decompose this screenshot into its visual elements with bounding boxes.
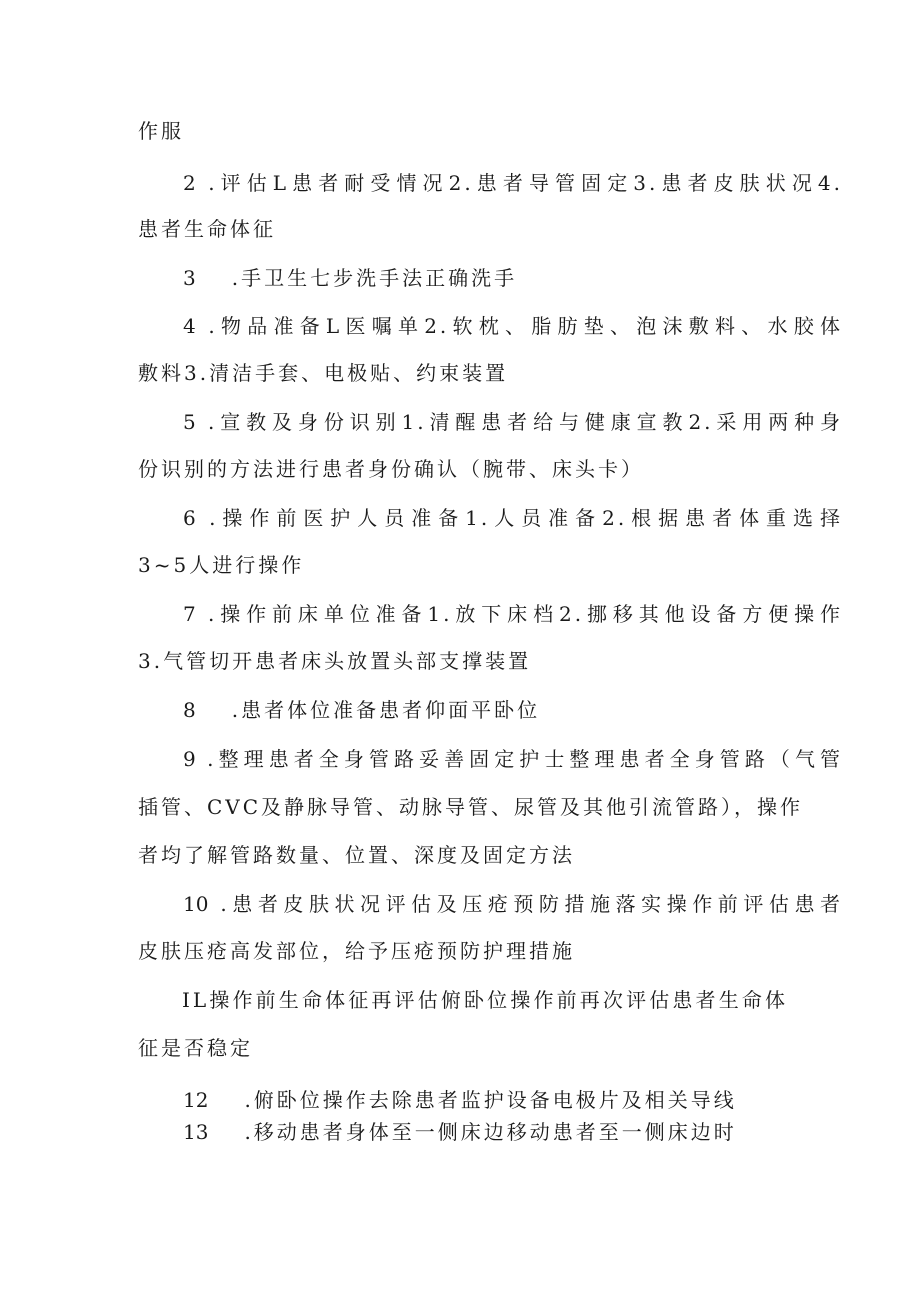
list-item-4: 4 .物品准备L医嘱单2.软枕、脂肪垫、泡沫敷料、水胶体 [183, 314, 843, 338]
text-line: 份识别的方法进行患者身份确认（腕带、床头卡） [138, 457, 644, 481]
list-item-6: 6 .操作前医护人员准备1.人员准备2.根据患者体重选择 [183, 506, 844, 530]
list-item-9: 9 .整理患者全身管路妥善固定护士整理患者全身管路（气管 [183, 747, 844, 771]
text-line: 插管、CVC及静脉导管、动脉导管、尿管及其他引流管路），操作 [138, 795, 804, 819]
list-item-10: 10 .患者皮肤状况评估及压疮预防措施落实操作前评估患者 [183, 892, 844, 916]
list-item-8: 8 .患者体位准备患者仰面平卧位 [183, 698, 541, 722]
list-item-5: 5 .宣教及身份识别1.清醒患者给与健康宣教2.采用两种身 [183, 410, 844, 434]
text-line: 敷料3.清洁手套、电极贴、约束装置 [138, 361, 509, 385]
text-line: 征是否稳定 [138, 1036, 253, 1060]
list-item-12: 12 .俯卧位操作去除患者监护设备电极片及相关导线 [183, 1088, 737, 1112]
text-line: 3.气管切开患者床头放置头部支撑装置 [138, 649, 532, 673]
text-line: 皮肤压疮高发部位，给予压疮预防护理措施 [138, 939, 575, 963]
list-item-2: 2 .评估L患者耐受情况2.患者导管固定3.患者皮肤状况4. [183, 171, 844, 195]
text-line: 者均了解管路数量、位置、深度及固定方法 [138, 843, 575, 867]
text-line: 3~5人进行操作 [138, 553, 305, 577]
list-item-13: 13 .移动患者身体至一侧床边移动患者至一侧床边时 [183, 1120, 737, 1144]
text-line: 患者生命体征 [138, 217, 276, 241]
list-item-7: 7 .操作前床单位准备1.放下床档2.挪移其他设备方便操作 [183, 602, 844, 626]
list-item-11: IL操作前生命体征再评估俯卧位操作前再次评估患者生命体 [182, 988, 788, 1012]
text-line: 作服 [138, 119, 184, 143]
list-item-3: 3 .手卫生七步洗手法正确洗手 [183, 266, 518, 290]
